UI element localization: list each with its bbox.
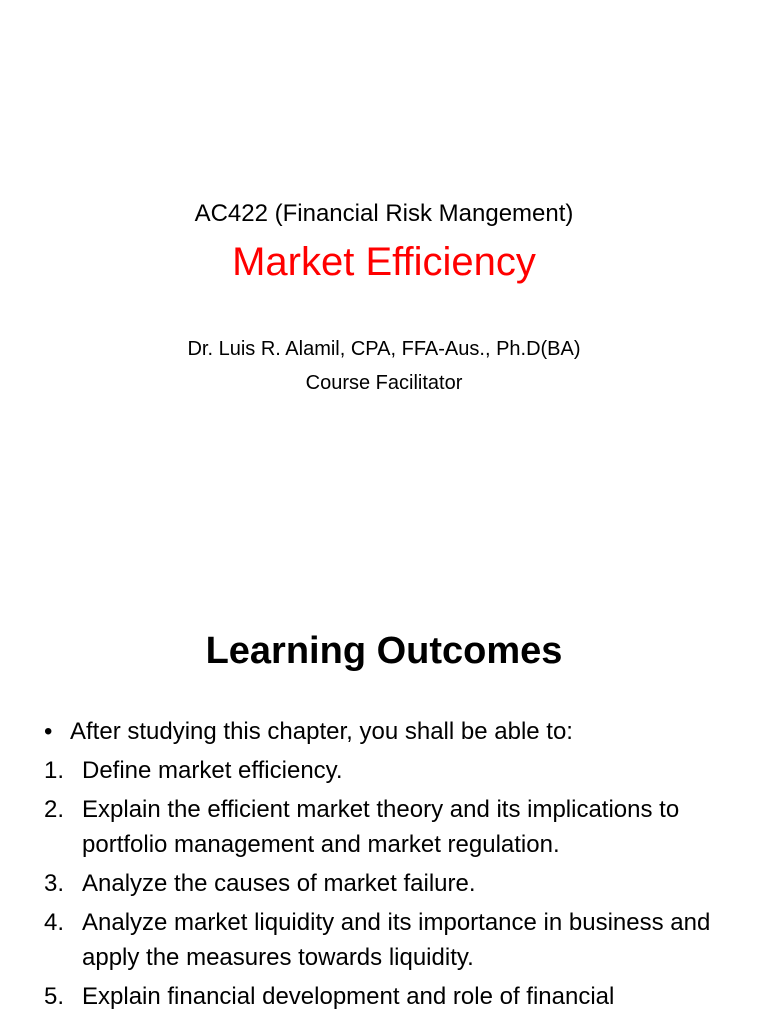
presentation-title: Market Efficiency [232,240,536,284]
list-item [44,792,744,862]
item-number: 3. [44,870,65,897]
learning-outcomes-slide [0,590,768,1024]
intro-text: After studying this chapter, you shall be able to: [70,718,573,745]
intro-item [44,714,744,749]
item-number: 1. [44,757,65,784]
outcome-list [44,714,744,1018]
item-text: Analyze market liquidity and its importance in business and apply the measures towards liquidity. [82,909,711,971]
item-text: Explain the efficient market theory and its implications to portfolio management and market regulation. [82,796,680,858]
bullet-marker: • [44,718,53,745]
presenter-role: Course Facilitator [305,372,463,394]
slide-heading: Learning Outcomes [205,630,563,672]
list-item [44,866,744,901]
list-item [44,905,744,975]
course-code: AC422 (Financial Risk Mangement) [194,200,574,227]
list-item [44,979,744,1014]
item-number: 5. [44,983,65,1010]
item-text: Define market efficiency. [82,757,343,784]
presenter-name: Dr. Luis R. Alamil, CPA, FFA-Aus., Ph.D(BA) [187,338,581,360]
item-text: Analyze the causes of market failure. [82,870,476,897]
item-number: 2. [44,796,65,823]
item-number: 4. [44,909,65,936]
list-item [44,753,744,788]
item-text: Explain financial development and role of financial [82,983,615,1010]
